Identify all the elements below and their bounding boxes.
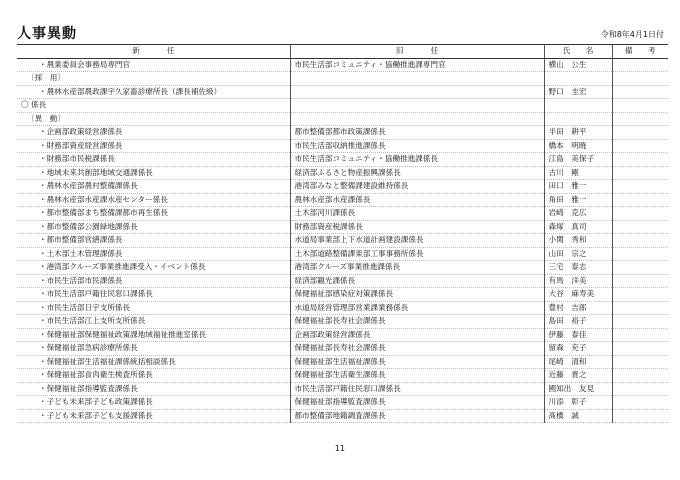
note-cell xyxy=(612,328,668,342)
table-row xyxy=(17,220,668,234)
note-cell xyxy=(612,153,668,167)
table-row xyxy=(17,112,668,126)
old-post-cell: 市民生活部コミュニティ・協働推進課係長 xyxy=(290,153,544,167)
old-post-cell: 水道局経営管理部営業課業務係長 xyxy=(290,301,544,315)
name-cell: 岩崎 克広 xyxy=(544,207,612,221)
name-cell xyxy=(544,112,612,126)
name-cell: 島田 裕子 xyxy=(544,315,612,329)
name-cell: 尾崎 清和 xyxy=(544,355,612,369)
table-row xyxy=(17,396,668,410)
table-body xyxy=(17,58,668,423)
name-cell: 横山 公生 xyxy=(544,58,612,72)
table-row xyxy=(17,234,668,248)
table-row xyxy=(17,409,668,423)
header-name: 氏 名 xyxy=(544,45,612,59)
note-cell xyxy=(612,382,668,396)
table-row xyxy=(17,180,668,194)
new-post-cell: ・港湾部クルーズ事業推進課受入・イベント係長 xyxy=(17,261,290,275)
note-cell xyxy=(612,126,668,140)
name-cell: 森塚 真司 xyxy=(544,220,612,234)
name-cell: 半田 耕平 xyxy=(544,126,612,140)
name-cell: 小関 秀和 xyxy=(544,234,612,248)
old-post-cell: 保健福祉部長寿社会課係長 xyxy=(290,315,544,329)
new-post-cell: ・財務部市民税課係長 xyxy=(17,153,290,167)
name-cell xyxy=(544,72,612,86)
name-cell: 三宅 泰志 xyxy=(544,261,612,275)
new-post-cell: ・保健福祉部食肉衛生検査所係長 xyxy=(17,369,290,383)
name-cell: 野口 圭宏 xyxy=(544,85,612,99)
note-cell xyxy=(612,58,668,72)
new-post-cell: ・保健福祉部生活福祉課係統括相談係長 xyxy=(17,355,290,369)
table-row xyxy=(17,315,668,329)
page-number: 11 xyxy=(334,444,346,453)
table-row xyxy=(17,355,668,369)
header-note: 備 考 xyxy=(612,45,668,59)
table-row xyxy=(17,85,668,99)
name-cell: 伊藤 泰佳 xyxy=(544,328,612,342)
old-post-cell: 市民生活部戸籍住民窓口課係長 xyxy=(290,382,544,396)
old-post-cell xyxy=(290,112,544,126)
new-post-cell: ・都市整備部営繕課係長 xyxy=(17,234,290,248)
name-cell: 豊村 吉郎 xyxy=(544,301,612,315)
note-cell xyxy=(612,301,668,315)
old-post-cell: 都市整備部都市政策課係長 xyxy=(290,126,544,140)
old-post-cell: 市民生活部収納推進課係長 xyxy=(290,139,544,153)
old-post-cell: 保健福祉部生活衛生課係長 xyxy=(290,369,544,383)
note-cell xyxy=(612,99,668,113)
note-cell xyxy=(612,369,668,383)
old-post-cell: 財務部資産税課係長 xyxy=(290,220,544,234)
old-post-cell: 保健福祉部生活福祉課係長 xyxy=(290,355,544,369)
table-row xyxy=(17,342,668,356)
note-cell xyxy=(612,288,668,302)
effective-date: 令和8年4月1日付 xyxy=(600,30,664,39)
note-cell xyxy=(612,85,668,99)
table-row xyxy=(17,328,668,342)
new-post-cell: ・子ども未来部子ども政策課係長 xyxy=(17,396,290,410)
page-title: 人事異動 xyxy=(17,26,77,42)
note-cell xyxy=(612,261,668,275)
note-cell xyxy=(612,166,668,180)
name-cell: 髙橋 誠 xyxy=(544,409,612,423)
old-post-cell: 企画部政策経営課係長 xyxy=(290,328,544,342)
note-cell xyxy=(612,220,668,234)
new-post-cell: ・都市整備部公園緑地課係長 xyxy=(17,220,290,234)
table-row xyxy=(17,99,668,113)
new-post-cell: 〔採 用〕 xyxy=(17,72,290,86)
new-post-cell: ・農林水産部水産課水産センター係長 xyxy=(17,193,290,207)
table-row xyxy=(17,274,668,288)
old-post-cell: 経済部ふるさと物産振興課係長 xyxy=(290,166,544,180)
new-post-cell: ・企画部政策経営課係長 xyxy=(17,126,290,140)
note-cell xyxy=(612,315,668,329)
old-post-cell: 保健福祉部長寿社会課係長 xyxy=(290,342,544,356)
note-cell xyxy=(612,409,668,423)
table-row xyxy=(17,207,668,221)
note-cell xyxy=(612,247,668,261)
new-post-cell: ・地域未来共創部地域交通課係長 xyxy=(17,166,290,180)
name-cell: 大谷 麻寿美 xyxy=(544,288,612,302)
old-post-cell xyxy=(290,85,544,99)
table-row xyxy=(17,126,668,140)
note-cell xyxy=(612,139,668,153)
name-cell: 川添 彰子 xyxy=(544,396,612,410)
note-cell xyxy=(612,207,668,221)
old-post-cell xyxy=(290,99,544,113)
personnel-table xyxy=(17,44,668,423)
name-cell: 古川 剛 xyxy=(544,166,612,180)
old-post-cell: 土木部河川課係長 xyxy=(290,207,544,221)
note-cell xyxy=(612,72,668,86)
new-post-cell: ・農林水産部農村整備課係長 xyxy=(17,180,290,194)
old-post-cell: 市民生活部コミュニティ・協働推進課専門官 xyxy=(290,58,544,72)
new-post-cell: ・市民生活部市民課係長 xyxy=(17,274,290,288)
old-post-cell: 港湾部みなと整備課建設維持係長 xyxy=(290,180,544,194)
name-cell: 角田 雅一 xyxy=(544,193,612,207)
note-cell xyxy=(612,193,668,207)
old-post-cell: 保健福祉部指導監査課係長 xyxy=(290,396,544,410)
old-post-cell: 都市整備部地籍調査課係長 xyxy=(290,409,544,423)
old-post-cell: 農林水産部水産課係長 xyxy=(290,193,544,207)
name-cell: 山田 宗之 xyxy=(544,247,612,261)
old-post-cell: 土木部道路整備課東部工事事務所係長 xyxy=(290,247,544,261)
new-post-cell: ・子ども未来部子ども支援課係長 xyxy=(17,409,290,423)
table-header-row xyxy=(17,45,668,59)
old-post-cell xyxy=(290,72,544,86)
name-cell: 近藤 貴之 xyxy=(544,369,612,383)
table-row xyxy=(17,139,668,153)
header-old-post: 旧 任 xyxy=(290,45,544,59)
name-cell xyxy=(544,99,612,113)
name-cell: 江島 美保子 xyxy=(544,153,612,167)
note-cell xyxy=(612,274,668,288)
new-post-cell: ・保健福祉部指導監査課係長 xyxy=(17,382,290,396)
note-cell xyxy=(612,342,668,356)
new-post-cell: ・財務部資産経営課係長 xyxy=(17,139,290,153)
table-row xyxy=(17,58,668,72)
table-row xyxy=(17,193,668,207)
new-post-cell: ・保健福祉部保健福祉政策課地域福祉推進室係長 xyxy=(17,328,290,342)
table-row xyxy=(17,261,668,275)
note-cell xyxy=(612,112,668,126)
header-new-post: 新 任 xyxy=(17,45,290,59)
table-row xyxy=(17,247,668,261)
table-row xyxy=(17,369,668,383)
table-row xyxy=(17,166,668,180)
new-post-cell: ・市民生活部日宇支所係長 xyxy=(17,301,290,315)
table-row xyxy=(17,288,668,302)
old-post-cell: 水道局事業部上下水道計画建設課係長 xyxy=(290,234,544,248)
note-cell xyxy=(612,396,668,410)
old-post-cell: 経済部観光課係長 xyxy=(290,274,544,288)
new-post-cell: ・市民生活部戸籍住民窓口課係長 xyxy=(17,288,290,302)
name-cell: 橋本 明暁 xyxy=(544,139,612,153)
new-post-cell: ・土木部土木管理課係長 xyxy=(17,247,290,261)
new-post-cell: ・農業委員会事務局専門官 xyxy=(17,58,290,72)
table-row xyxy=(17,153,668,167)
table-row xyxy=(17,382,668,396)
new-post-cell: ・農林水産部農政課宇久家畜診療所長（課長補佐級） xyxy=(17,85,290,99)
new-post-cell: 〔異 動〕 xyxy=(17,112,290,126)
note-cell xyxy=(612,180,668,194)
old-post-cell: 港湾部クルーズ事業推進課係長 xyxy=(290,261,544,275)
name-cell: 國知出 友見 xyxy=(544,382,612,396)
note-cell xyxy=(612,234,668,248)
old-post-cell: 保健福祉部感染症対策課係長 xyxy=(290,288,544,302)
name-cell: 留森 充子 xyxy=(544,342,612,356)
note-cell xyxy=(612,355,668,369)
new-post-cell: ・都市整備部まち整備課都市再生係長 xyxy=(17,207,290,221)
table-row xyxy=(17,72,668,86)
new-post-cell: ・市民生活部江上支所支所係長 xyxy=(17,315,290,329)
name-cell: 有馬 洋美 xyxy=(544,274,612,288)
name-cell: 田口 雅一 xyxy=(544,180,612,194)
new-post-cell: ・保健福祉部急病診療所係長 xyxy=(17,342,290,356)
new-post-cell: 〇 係長 xyxy=(17,99,290,113)
table-row xyxy=(17,301,668,315)
